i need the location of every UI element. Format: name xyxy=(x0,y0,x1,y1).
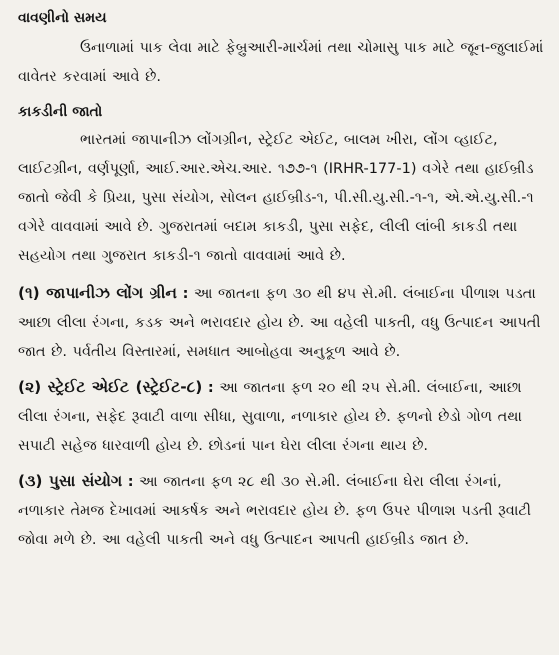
variety-item-straight-eight xyxy=(18,373,545,461)
variety-item-japanese-long-green xyxy=(18,279,545,367)
variety-colon: : xyxy=(127,474,134,490)
variety-colon: : xyxy=(182,286,189,302)
variety-description: આ જાતના ફળ ૩૦ થી ૪૫ સે.મી. લંબાઈના પીળાશ પડતા આછા લીલા રંગના, કડક અને ભરાવદાર હોય છે. આ વહેલી પાકતી, વધુ ઉત્પાદન આપતી જાત છે. પર્વતીય વિસ્તારમાં, સમધાત આબોહવા અનુકૂળ આવે છે. xyxy=(18,286,541,360)
variety-colon: : xyxy=(207,380,214,396)
variety-title: (૨) સ્ટ્રેઈટ એઈટ (સ્ટ્રેઈટ-૮) xyxy=(18,378,203,396)
variety-item-pusa-sanyog xyxy=(18,467,545,555)
sowing-time-paragraph: ઉનાળામાં પાક લેવા માટે ફેબ્રુઆરી-માર્ચમાં તથા ચોમાસુ પાક માટે જૂન-જુલાઈમાં વાવેતર કરવામાં આવે છે. xyxy=(18,40,544,85)
variety-title: (૧) જાપાનીઝ લોંગ ગ્રીન xyxy=(18,284,177,302)
sowing-time-heading: વાવણીનો સમય xyxy=(18,10,107,26)
variety-description: આ જાતના ફળ ૨૮ થી ૩૦ સે.મી. લંબાઈના ઘેરા લીલા રંગનાં, નળાકાર તેમજ દેખાવમાં આકર્ષક અને ભરાવદાર હોય છે. ફળ ઉપર પીળાશ પડતી રૂવાટી જોવા મળે છે. આ વહેલી પાકતી અને વધુ ઉત્પાદન આપતી હાઈબ્રીડ જાત છે. xyxy=(18,474,531,548)
varieties-heading: કાકડીની જાતો xyxy=(18,104,103,120)
variety-description: આ જાતના ફળ ૨૦ થી ૨૫ સે.મી. લંબાઈના, આછા લીલા રંગના, સફેદ રૂવાટી વાળા સીધા, સુવાળા, નળાકાર હોય છે. ફળનો છેડો ગોળ તથા સપાટી સહેજ ધારવાળી હોય છે. છોડનાં પાન ઘેરા લીલા રંગના થાય છે. xyxy=(18,380,522,454)
variety-title: (૩) પુસા સંયોગ xyxy=(18,472,123,490)
varieties-paragraph: ભારતમાં જાપાનીઝ લોંગગ્રીન, સ્ટ્રેઈટ એઈટ, બાલમ ખીરા, લોંગ વ્હાઈટ, લાઈટગ્રીન, વર્ણપૂર્ણા, આઈ.આર.એચ.આર. ૧૭૭-૧ (IRHR-177-1) વગેરે તથા હાઈબ્રીડ જાતો જેવી કે પ્રિયા, પુસા સંયોગ, સોલન હાઈબ્રીડ-૧, પી.સી.યુ.સી.-૧-૧, એ.એ.યુ.સી.-૧ વગેરે વાવવામાં આવે છે. ગુજરાતમાં બદામ કાકડી, પુસા સફેદ, લીલી લાંબી કાકડી તથા સહયોગ તથા ગુજરાત કાકડી-૧ જાતો વાવવામાં આવે છે. xyxy=(18,132,534,264)
